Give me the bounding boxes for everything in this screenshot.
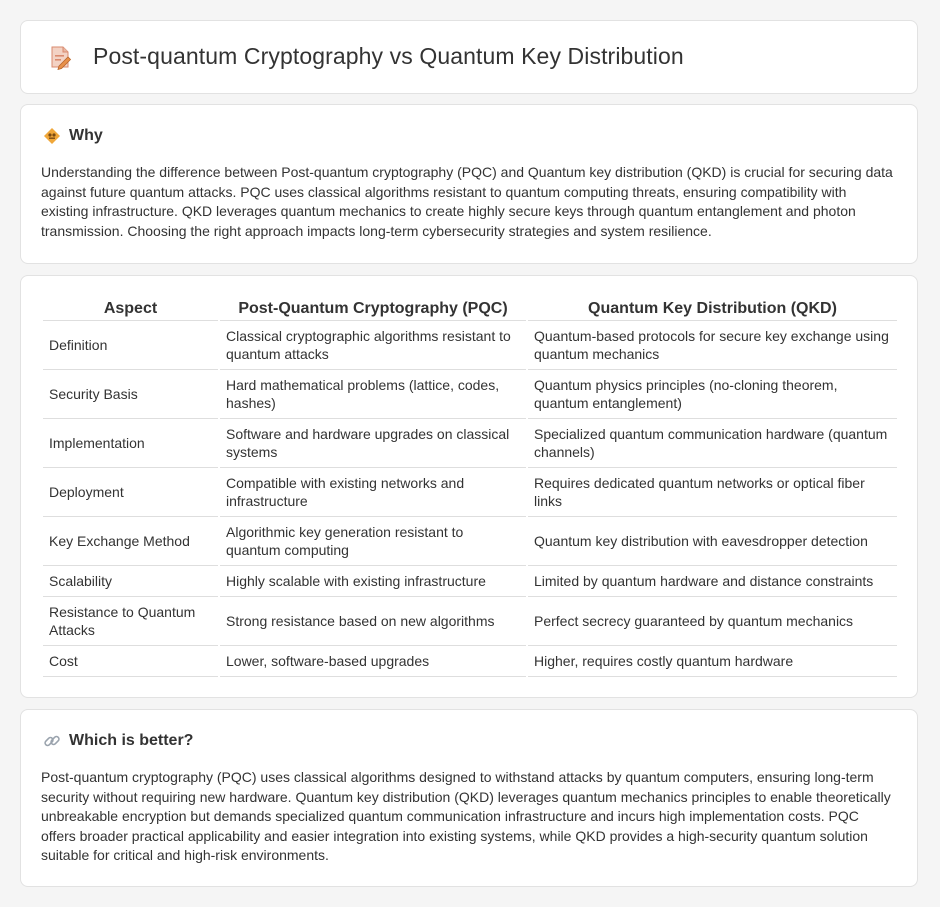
why-section xyxy=(20,104,918,264)
table-row xyxy=(43,468,897,517)
aspect-cell: Implementation xyxy=(43,419,218,468)
column-header-aspect: Aspect xyxy=(43,296,218,321)
table-row xyxy=(43,321,897,370)
aspect-cell: Security Basis xyxy=(43,370,218,419)
aspect-cell: Key Exchange Method xyxy=(43,517,218,566)
comparison-table xyxy=(41,296,899,677)
table-row xyxy=(43,370,897,419)
title-row xyxy=(47,43,684,70)
aspect-cell: Resistance to Quantum Attacks xyxy=(43,597,218,646)
why-title: Why xyxy=(69,127,103,144)
pqc-cell: Lower, software-based upgrades xyxy=(220,646,526,677)
puzzle-badge-icon xyxy=(43,127,61,145)
aspect-cell: Definition xyxy=(43,321,218,370)
pqc-cell: Compatible with existing networks and infrastructure xyxy=(220,468,526,517)
pqc-cell: Software and hardware upgrades on classical systems xyxy=(220,419,526,468)
qkd-cell: Quantum physics principles (no-cloning theorem, quantum entanglement) xyxy=(528,370,897,419)
link-icon xyxy=(43,732,61,750)
table-row xyxy=(43,419,897,468)
qkd-cell: Perfect secrecy guaranteed by quantum mechanics xyxy=(528,597,897,646)
aspect-cell: Deployment xyxy=(43,468,218,517)
qkd-cell: Specialized quantum communication hardware (quantum channels) xyxy=(528,419,897,468)
pqc-cell: Algorithmic key generation resistant to quantum computing xyxy=(220,517,526,566)
comparison-section xyxy=(20,275,918,698)
aspect-cell: Scalability xyxy=(43,566,218,597)
why-body: Understanding the difference between Post-quantum cryptography (PQC) and Quantum key distribution (QKD) is crucial for securing data against future quantum attacks. PQC uses classical algorithms resistant to quantum computing threats, ensuring compatibility with existing infrastructure. QKD leverages quantum mechanics to create highly secure keys through quantum entanglement and photon transmission. Choosing the right approach impacts long-term cybersecurity strategies and system resilience. xyxy=(41,164,893,239)
table-row xyxy=(43,566,897,597)
header-card xyxy=(20,20,918,94)
pqc-cell: Classical cryptographic algorithms resistant to quantum attacks xyxy=(220,321,526,370)
pqc-cell: Hard mathematical problems (lattice, codes, hashes) xyxy=(220,370,526,419)
which-is-better-section xyxy=(20,709,918,887)
pqc-cell: Highly scalable with existing infrastructure xyxy=(220,566,526,597)
document-pencil-icon xyxy=(47,44,73,70)
table-row xyxy=(43,517,897,566)
qkd-cell: Quantum-based protocols for secure key exchange using quantum mechanics xyxy=(528,321,897,370)
why-heading xyxy=(43,127,103,145)
qkd-cell: Quantum key distribution with eavesdropper detection xyxy=(528,517,897,566)
table-row xyxy=(43,597,897,646)
qkd-cell: Higher, requires costly quantum hardware xyxy=(528,646,897,677)
qkd-cell: Requires dedicated quantum networks or optical fiber links xyxy=(528,468,897,517)
table-header-row xyxy=(43,296,897,321)
column-header-pqc: Post-Quantum Cryptography (PQC) xyxy=(220,296,526,321)
better-body: Post-quantum cryptography (PQC) uses classical algorithms designed to withstand attacks by quantum computers, ensuring long-term security without requiring new hardware. Quantum key distribution (QKD) leverages quantum mechanics principles to enable theoretically unbreakable encryption but demands specialized quantum communication infrastructure and incurs high implementation costs. PQC offers broader practical applicability and easier integration into existing systems, while QKD provides a high-security quantum solution suitable for critical and high-risk environments. xyxy=(41,769,891,863)
column-header-qkd: Quantum Key Distribution (QKD) xyxy=(528,296,897,321)
page-title: Post-quantum Cryptography vs Quantum Key Distribution xyxy=(93,43,684,69)
table-row xyxy=(43,646,897,677)
aspect-cell: Cost xyxy=(43,646,218,677)
better-title: Which is better? xyxy=(69,732,194,749)
better-heading xyxy=(43,732,193,750)
qkd-cell: Limited by quantum hardware and distance constraints xyxy=(528,566,897,597)
pqc-cell: Strong resistance based on new algorithms xyxy=(220,597,526,646)
